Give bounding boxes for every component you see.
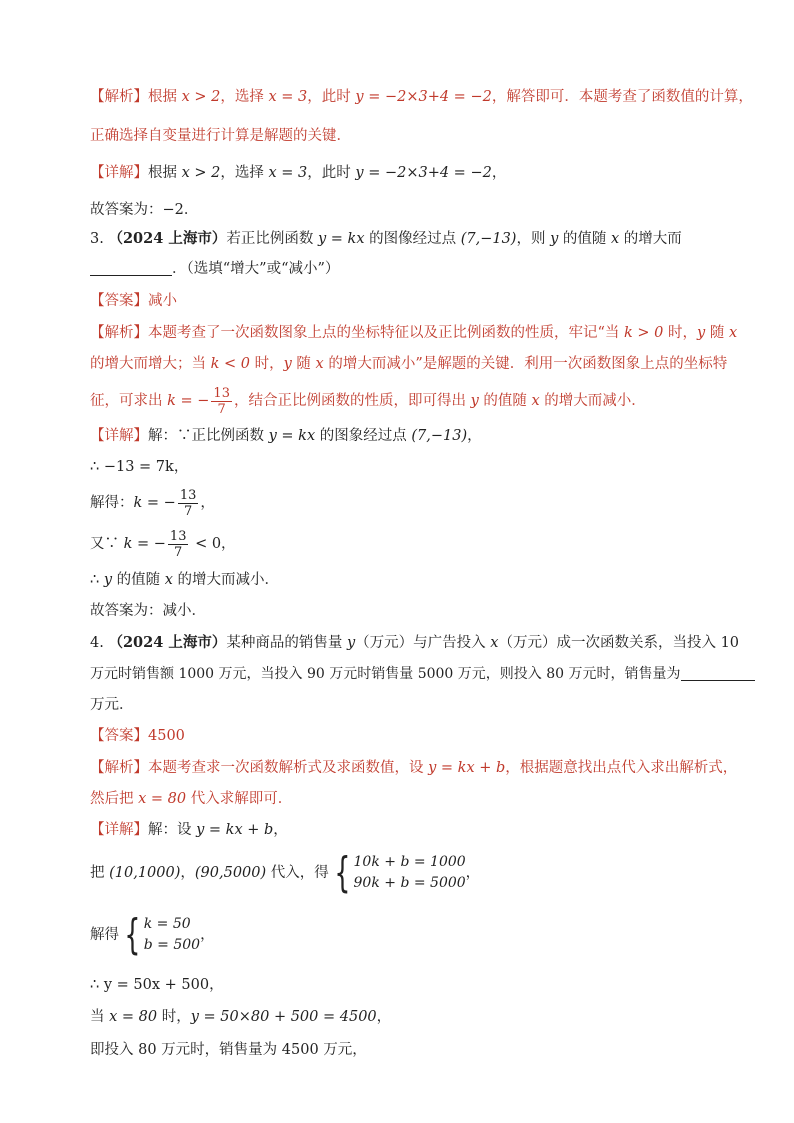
p4-detail-line1: 【详解】解：设 y = kx + b， [90, 822, 288, 838]
analysis-tag: 【解析】 [90, 325, 148, 341]
p4-detail-line2: 把 (10,1000)，(90,5000) 代入，得 { 10k + b = 1000 90k + b = 5000 ， [90, 848, 481, 897]
fraction: $\frac{13}{7}$ [213, 385, 230, 417]
detail-tag: 【详解】 [90, 822, 148, 838]
p3-detail-line3: 解得：k = − $\frac{13}{7}$ ， [90, 487, 215, 519]
p3-question-line1: 3. （2024 上海市）若正比例函数 y = kx 的图像经过点 (7,−13)，则 y 的值随 x 的增大而 [90, 230, 682, 247]
detail-tag: 【详解】 [90, 165, 148, 181]
p3-analysis-line3: 征，可求出 k = − $\frac{13}{7}$ ，结合正比例函数的性质，即可得出 y 的值随 x 的增大而减小． [90, 385, 646, 417]
p2-answer-line: 故答案为：−2． [90, 202, 199, 218]
question-source: （2024 上海市） [108, 634, 227, 651]
fraction: $\frac{13}{7}$ [169, 528, 187, 560]
p4-detail-line3: 解得 { k = 50 b = 500 ， [90, 910, 215, 959]
p3-analysis-line2: 的增大而增大；当 k < 0 时，y 随 x 的增大而减小”是解题的关键．利用一次函数图象上点的坐标特 [90, 356, 728, 372]
p4-question-line3: 万元． [90, 697, 134, 713]
equation-system: { 10k + b = 1000 90k + b = 5000 [334, 848, 466, 897]
p4-answer-line: 【答案】4500 [90, 728, 185, 744]
p4-detail-line6: 即投入 80 万元时，销售量为 4500 万元， [90, 1042, 367, 1058]
detail-tag: 【详解】 [90, 428, 148, 444]
p3-answer-line: 【答案】减小 [90, 293, 177, 309]
p2-detail-line: 【详解】根据 x > 2，选择 x = 3，此时 y = −2×3+4 = −2， [90, 165, 507, 181]
p3-question-line2: ．（选填“增大”或“减小”） [90, 258, 339, 280]
left-brace-icon: { [124, 910, 141, 959]
question-source: （2024 上海市） [108, 230, 227, 247]
answer-blank [681, 664, 755, 681]
p3-detail-line5: ∴ y 的值随 x 的增大而减小． [90, 572, 280, 588]
p4-analysis-line2: 然后把 x = 80 代入求解即可． [90, 791, 293, 807]
p3-detail-line4: 又∵ k = − $\frac{13}{7}$ < 0， [90, 528, 236, 560]
p3-detail-line1: 【详解】解：∵正比例函数 y = kx 的图象经过点 (7,−13)， [90, 428, 482, 444]
p4-detail-line4: ∴ y = 50x + 500， [90, 977, 224, 993]
fraction: $\frac{13}{7}$ [179, 487, 197, 519]
p4-analysis-line1: 【解析】本题考查求一次函数解析式及求函数值，设 y = kx + b，根据题意找出点代入求出解析式， [90, 760, 738, 776]
p4-question-line1: 4. （2024 上海市）某种商品的销售量 y（万元）与广告投入 x（万元）成一次函数关系，当投入 10 [90, 634, 740, 651]
p3-analysis-line1: 【解析】本题考查了一次函数图象上点的坐标特征以及正比例函数的性质，牢记“当 k > 0 时，y 随 x [90, 325, 738, 341]
solution-system: { k = 50 b = 500 [124, 910, 201, 959]
analysis-tag: 【解析】 [90, 760, 148, 776]
question-number: 4. [90, 635, 104, 651]
answer-tag: 【答案】 [90, 293, 148, 309]
left-brace-icon: { [334, 848, 351, 897]
answer-tag: 【答案】 [90, 728, 148, 744]
p3-detail-line2: ∴ −13 = 7k， [90, 459, 189, 475]
question-number: 3. [90, 231, 104, 247]
p4-detail-line5: 当 x = 80 时，y = 50×80 + 500 = 4500， [90, 1009, 392, 1025]
p3-answer-final: 故答案为：减小． [90, 603, 206, 619]
p4-question-line2: 万元时销售额 1000 万元，当投入 90 万元时销售量 5000 万元，则投入 80 万元时，销售量为 [90, 663, 755, 685]
p2-analysis-line2: 正确选择自变量进行计算是解题的关键． [90, 128, 351, 144]
analysis-tag: 【解析】 [90, 89, 148, 105]
answer-blank [90, 259, 172, 276]
p2-analysis-line1: 【解析】根据 x > 2，选择 x = 3，此时 y = −2×3+4 = −2，解答即可．本题考查了函数值的计算， [90, 89, 753, 105]
